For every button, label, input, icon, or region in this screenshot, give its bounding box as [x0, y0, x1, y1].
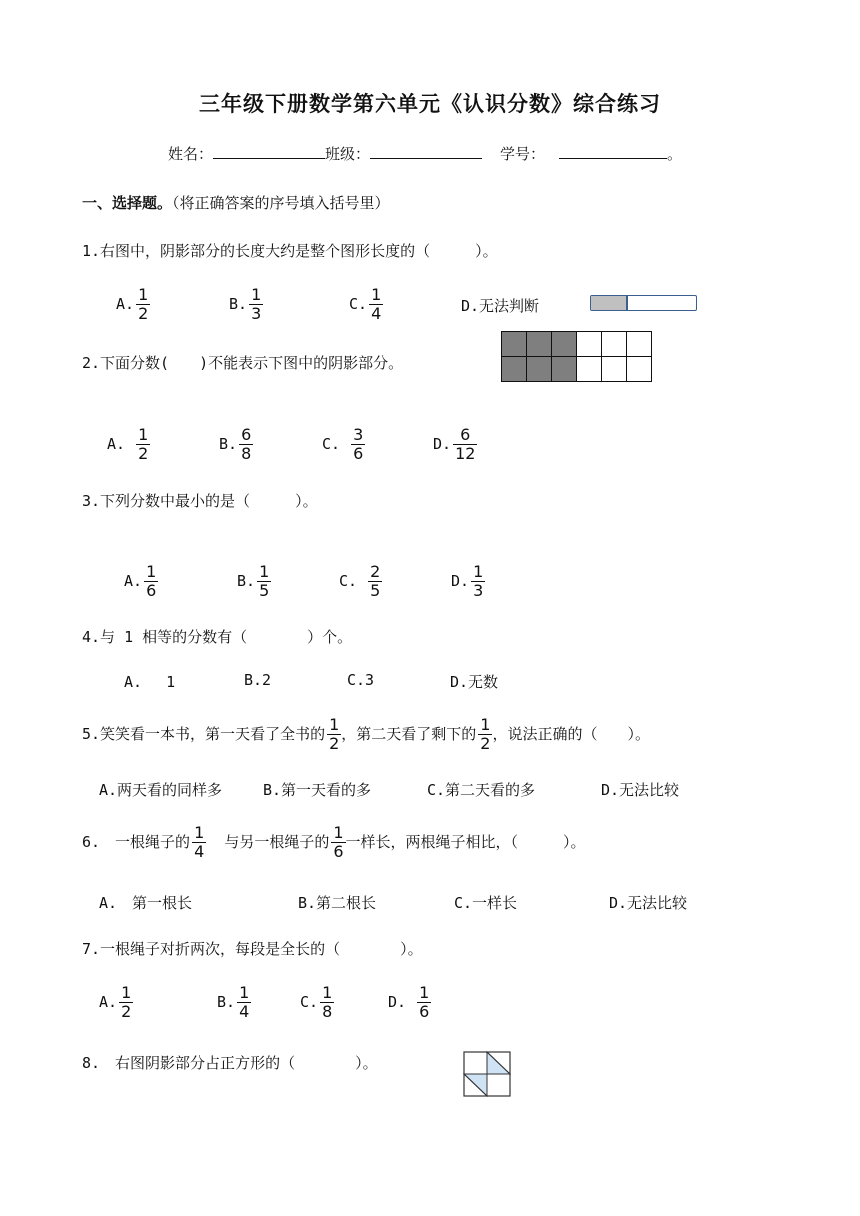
fraction: $\frac{1}{3}$ [251, 285, 262, 323]
name-blank[interactable] [213, 144, 325, 159]
fraction: $\frac{1}{3}$ [473, 562, 484, 600]
q5-option-d[interactable]: D.无法比较 [601, 781, 680, 799]
fraction: $\frac{1}{2}$ [138, 285, 149, 323]
q1-option-c[interactable]: C. $\frac{1}{4}$ [349, 285, 382, 323]
q7-option-b[interactable]: B. $\frac{1}{4}$ [217, 983, 250, 1021]
student-info-row [168, 143, 682, 164]
grid-cell [626, 331, 652, 357]
q3-option-c[interactable]: C. $\frac{2}{5}$ [339, 562, 381, 600]
name-label: 姓名： [168, 145, 214, 163]
fraction: $\frac{1}{4}$ [371, 285, 382, 323]
fraction: $\frac{1}{2}$ [329, 715, 340, 753]
grid-cell [551, 356, 577, 382]
length-bar-shaded [591, 296, 628, 310]
question-1: 1.右图中，阴影部分的长度大约是整个图形长度的（ ）。 [82, 242, 498, 260]
grid-cell [576, 331, 602, 357]
q6-option-d[interactable]: D.无法比较 [609, 894, 688, 912]
q5-option-c[interactable]: C.第二天看的多 [427, 781, 536, 799]
grid-cell [526, 331, 552, 357]
grid-cell [501, 356, 527, 382]
grid-cell [626, 356, 652, 382]
section-title: 一、选择题。 [82, 194, 173, 212]
fraction: $\frac{1}{2}$ [121, 983, 132, 1021]
fraction: $\frac{1}{6}$ [146, 562, 157, 600]
q7-option-d[interactable]: D. $\frac{1}{6}$ [388, 983, 430, 1021]
fraction: $\frac{1}{8}$ [322, 983, 333, 1021]
fraction: $\frac{1}{4}$ [239, 983, 250, 1021]
q2-option-c[interactable]: C. $\frac{3}{6}$ [322, 425, 364, 463]
section-heading [82, 192, 390, 213]
question-3: 3.下列分数中最小的是（ ）。 [82, 492, 318, 510]
question-4: 4.与 1 相等的分数有（ ）个。 [82, 628, 353, 646]
page-title: 三年级下册数学第六单元《认识分数》综合练习 [199, 92, 661, 116]
info-end: 。 [667, 145, 683, 163]
q3-option-d[interactable]: D. $\frac{1}{3}$ [451, 562, 484, 600]
q2-option-b[interactable]: B. $\frac{6}{8}$ [219, 425, 252, 463]
q5-option-b[interactable]: B.第一天看的多 [263, 781, 372, 799]
question-7: 7.一根绳子对折两次，每段是全长的（ ）。 [82, 940, 423, 958]
q1-option-d[interactable]: D.无法判断 [461, 297, 540, 315]
class-label: 班级： [325, 145, 371, 163]
q5-option-a[interactable]: A.两天看的同样多 [99, 781, 223, 799]
q3-option-a[interactable]: A. $\frac{1}{6}$ [124, 562, 157, 600]
q2-option-a[interactable]: A. $\frac{1}{2}$ [107, 425, 149, 463]
q7-option-c[interactable]: C. $\frac{1}{8}$ [300, 983, 333, 1021]
q4-option-b[interactable]: B.2 [244, 671, 272, 689]
fraction: $\frac{2}{5}$ [370, 562, 381, 600]
q1-option-a[interactable]: A. $\frac{1}{2}$ [116, 285, 149, 323]
fraction: $\frac{3}{6}$ [353, 425, 364, 463]
grid-cell [601, 356, 627, 382]
square-figure [463, 1051, 511, 1097]
question-8: 8. 右图阴影部分占正方形的（ ）。 [82, 1054, 378, 1072]
grid-cell [576, 356, 602, 382]
fraction: $\frac{6}{8}$ [241, 425, 252, 463]
question-2: 2.下面分数( )不能表示下图中的阴影部分。 [82, 354, 404, 372]
grid-figure [501, 331, 651, 381]
id-label: 学号： [500, 145, 546, 163]
section-note: （将正确答案的序号填入括号里） [172, 194, 390, 212]
length-bar-figure [590, 295, 697, 311]
fraction: $\frac{1}{6}$ [333, 823, 344, 861]
question-6: 6. 一根绳子的 $\frac{1}{4}$ 与另一根绳子的 $\frac{1}{6}$ 一样长，两根绳子相比，（ ）。 [82, 823, 586, 861]
q4-option-a[interactable]: A. 1 [124, 673, 176, 691]
class-blank[interactable] [370, 144, 482, 159]
q6-option-c[interactable]: C.一样长 [454, 894, 518, 912]
grid-cell [501, 331, 527, 357]
question-5: 5.笑笑看一本书，第一天看了全书的 $\frac{1}{2}$ ，第二天看了剩下的 $\frac{1}{2}$ ，说法正确的（ ）。 [82, 715, 650, 753]
q1-option-b[interactable]: B. $\frac{1}{3}$ [229, 285, 262, 323]
grid-cell [601, 331, 627, 357]
fraction: $\frac{1}{2}$ [138, 425, 149, 463]
fraction: $\frac{1}{5}$ [259, 562, 270, 600]
grid-cell [551, 331, 577, 357]
fraction: $\frac{1}{4}$ [194, 823, 205, 861]
q2-option-d[interactable]: D. $\frac{6}{12}$ [433, 425, 476, 463]
q6-option-b[interactable]: B.第二根长 [298, 894, 377, 912]
q6-option-a[interactable]: A. 第一根长 [99, 894, 193, 912]
q7-option-a[interactable]: A. $\frac{1}{2}$ [99, 983, 132, 1021]
fraction: $\frac{1}{2}$ [480, 715, 491, 753]
fraction: $\frac{6}{12}$ [455, 425, 476, 463]
id-blank[interactable] [559, 144, 667, 159]
q4-option-d[interactable]: D.无数 [450, 673, 499, 691]
fraction: $\frac{1}{6}$ [419, 983, 430, 1021]
q3-option-b[interactable]: B. $\frac{1}{5}$ [237, 562, 270, 600]
grid-cell [526, 356, 552, 382]
q4-option-c[interactable]: C.3 [347, 671, 375, 689]
